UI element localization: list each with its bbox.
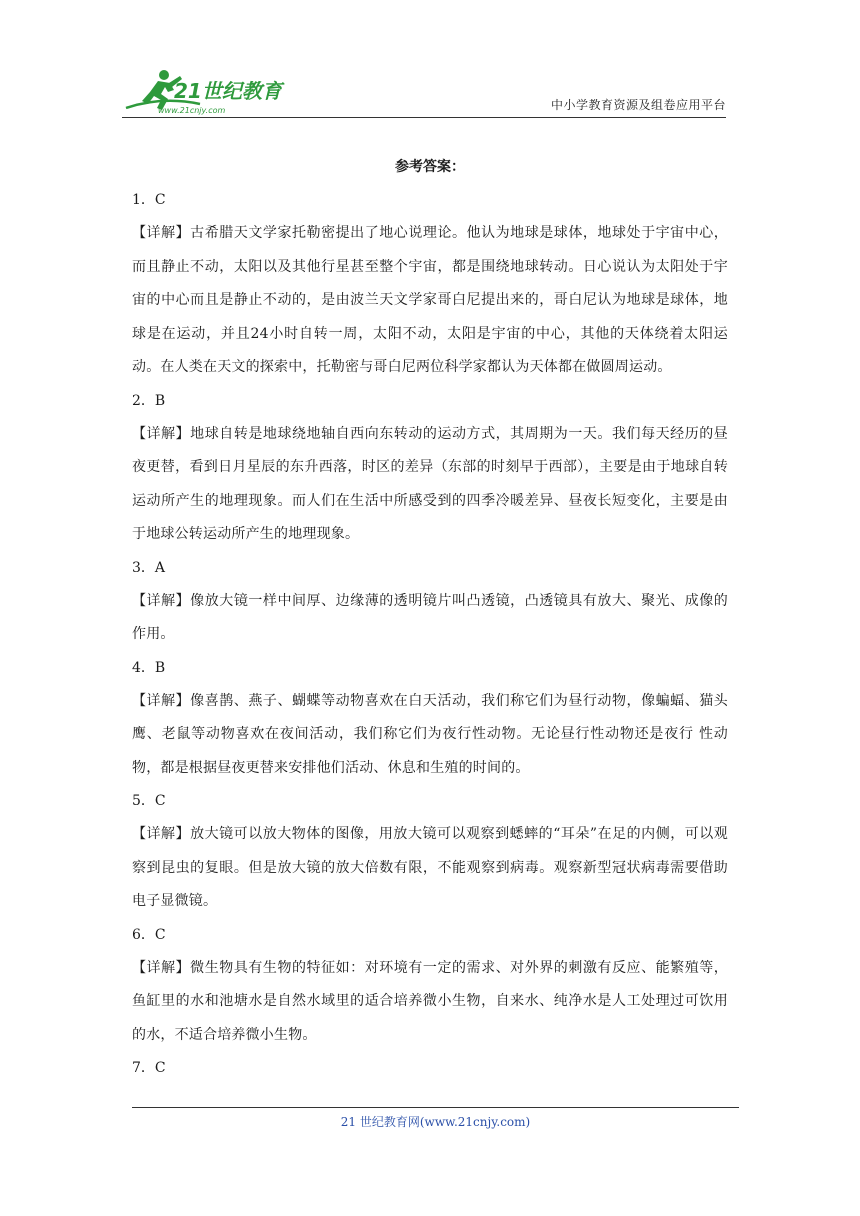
logo-21cnjy	[122, 66, 297, 116]
answer-detail: 【详解】微生物具有生物的特征如：对环境有一定的需求、对外界的刺激有反应、能繁殖等，鱼缸里的水和池塘水是自然水域里的适合培养微小生物，自来水、纯净水是人工处理过可饮用的水，不适合培养微小生物。	[132, 959, 728, 1043]
answer-label: 2．B	[132, 392, 166, 409]
answer-label: 4．B	[132, 659, 166, 676]
platform-name: 中小学教育资源及组卷应用平台	[550, 98, 726, 112]
answer-label: 5．C	[132, 793, 166, 809]
answer-label: 6．C	[132, 926, 166, 943]
answer-detail: 【详解】地球自转是地球绕地轴自西向东转动的运动方式，其周期为一天。我们每天经历的昼夜更替，看到日月星辰的东升西落，时区的差异（东部的时刻早于西部），主要是由于地球自转运动所产生的地理现象。而人们在生活中所感受到的四季冷暖差异、昼夜长短变化，主要是由于地球公转运动所产生的地理现象。	[132, 425, 728, 542]
footer-divider	[132, 1107, 739, 1108]
answer-item-7	[132, 1052, 728, 1085]
logo-url: www.21cnjy.com	[158, 106, 226, 115]
answer-detail: 【详解】像喜鹊、燕子、蝴蝶等动物喜欢在白天活动，我们称它们为昼行动物，像蝙蝠、猫头鹰、老鼠等动物喜欢在夜间活动，我们称它们为夜行性动物。无论昼行性动物还是夜行 性动物，都是根据昼夜更替来安排他们活动、休息和生殖的时间的。	[132, 692, 728, 776]
answer-label: 7．C	[132, 1060, 166, 1076]
answer-label: 3．A	[132, 559, 166, 576]
page-header	[122, 66, 726, 118]
answer-item-1	[132, 184, 728, 385]
answer-item-5	[132, 785, 728, 919]
answer-item-4	[132, 652, 728, 786]
answer-item-6	[132, 919, 728, 1053]
answer-detail: 【详解】放大镜可以放大物体的图像，用放大镜可以观察到蟋蟀的“耳朵”在足的内侧，可以观察到昆虫的复眼。但是放大镜的放大倍数有限，不能观察到病毒。观察新型冠状病毒需要借助电子显微镜。	[132, 826, 728, 909]
answer-sheet	[132, 150, 728, 1085]
answer-label: 1．C	[132, 192, 166, 208]
answer-detail: 【详解】古希腊天文学家托勒密提出了地心说理论。他认为地球是球体，地球处于宇宙中心，而且静止不动，太阳以及其他行星甚至整个宇宙，都是围绕地球转动。日心说认为太阳处于宇宙的中心而且是静止不动的，是由波兰天文学家哥白尼提出来的，哥白尼认为地球是球体，地球是在运动，并且24小时自转一周，太阳不动，太阳是宇宙的中心，其他的天体绕着太阳运动。在人类在天文的探索中，托勒密与哥白尼两位科学家都认为天体都在做圆周运动。	[132, 225, 728, 375]
answer-detail: 【详解】像放大镜一样中间厚、边缘薄的透明镜片叫凸透镜，凸透镜具有放大、聚光、成像的作用。	[132, 592, 728, 642]
footer-source: 21 世纪教育网(www.21cnjy.com)	[340, 1115, 531, 1129]
answer-item-3	[132, 552, 728, 652]
header-divider	[122, 117, 726, 118]
logo-text: 21世纪教育	[174, 79, 282, 103]
answer-item-2	[132, 385, 728, 552]
page-title: 参考答案：	[395, 159, 465, 175]
